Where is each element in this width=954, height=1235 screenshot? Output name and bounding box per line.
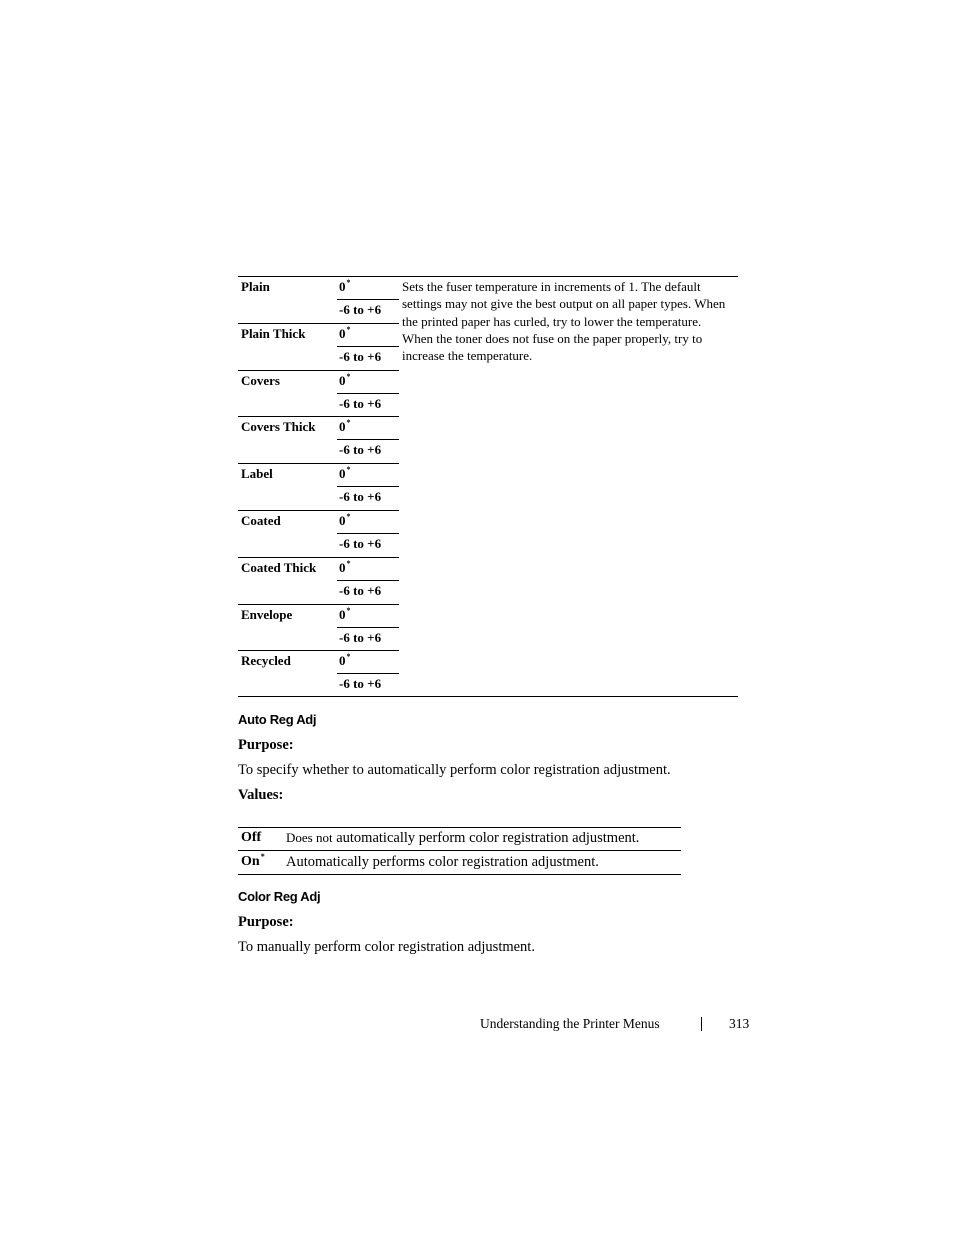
purpose-text: To specify whether to automatically perform color registration adjustment. (238, 762, 671, 778)
value-key-off: Off (241, 830, 262, 845)
table-bottom-rule (238, 696, 738, 697)
default-value-text: 0 (339, 325, 346, 341)
section-heading-color-reg-adj: Color Reg Adj (238, 889, 321, 904)
paper-type-label: Coated Thick (241, 559, 317, 575)
values-label: Values: (238, 787, 284, 803)
default-value (339, 373, 351, 389)
range-value: -6 to +6 (339, 629, 382, 645)
footer-section-title: Understanding the Printer Menus (480, 1016, 660, 1031)
default-value-text: 0 (339, 606, 346, 622)
value-desc-on: Automatically performs color registration adjustment. (286, 854, 599, 870)
default-marker: * (346, 418, 351, 428)
default-marker: * (346, 652, 351, 662)
paper-type-label: Coated (241, 513, 281, 528)
default-value (339, 560, 351, 576)
value-desc-off: Does not automatically perform color registration adjustment. (286, 830, 640, 846)
default-value (339, 279, 351, 295)
paper-type-label: Recycled (241, 653, 291, 669)
range-value: -6 to +6 (339, 302, 382, 317)
page-number: 313 (729, 1016, 750, 1031)
range-value: -6 to +6 (339, 348, 382, 364)
row-group-rule (238, 463, 399, 464)
table-top-rule (238, 827, 681, 828)
section-heading-auto-reg-adj: Auto Reg Adj (238, 712, 317, 727)
range-value: -6 to +6 (339, 442, 382, 458)
value-row-rule (337, 486, 399, 487)
table-row-rule (238, 850, 681, 851)
row-group-rule (238, 557, 399, 558)
table-top-rule (238, 276, 738, 277)
default-marker: * (346, 371, 351, 381)
default-marker: * (346, 605, 351, 615)
default-marker: * (346, 558, 351, 568)
auto-reg-values-table (238, 827, 681, 875)
paper-type-label: Covers (241, 372, 280, 388)
default-value-text: 0 (339, 466, 346, 482)
paper-type-label: Covers Thick (241, 419, 316, 435)
footer-divider (701, 1017, 702, 1031)
fuser-description: Sets the fuser temperature in increments of 1. The default settings may not give the best output on all paper types. When the printed paper has curled, try to lower the temperature. When the toner does not fuse on the paper properly, try to increase the temperature. (402, 279, 726, 364)
purpose-text: To manually perform color registration adjustment. (238, 939, 535, 955)
default-value (339, 653, 351, 669)
row-group-rule (238, 650, 399, 651)
range-value: -6 to +6 (339, 489, 382, 505)
row-group-rule (238, 323, 399, 324)
value-row-rule (337, 533, 399, 534)
default-value-text: 0 (339, 513, 346, 528)
value-row-rule (337, 346, 399, 347)
purpose-label: Purpose: (238, 914, 294, 930)
default-value (339, 513, 351, 529)
value-row-rule (337, 393, 399, 394)
range-value: -6 to +6 (339, 582, 382, 598)
range-value: -6 to +6 (339, 395, 382, 411)
default-value (339, 466, 351, 482)
table-bottom-rule (238, 874, 681, 875)
default-value (339, 419, 351, 435)
purpose-label: Purpose: (238, 737, 294, 753)
value-row-rule (337, 299, 399, 300)
row-group-rule (238, 510, 399, 511)
range-value: -6 to +6 (339, 676, 382, 692)
value-row-rule (337, 627, 399, 628)
default-value (339, 326, 351, 342)
default-value-text: 0 (339, 653, 346, 669)
default-value-text: 0 (339, 372, 346, 388)
value-key-on: On* (241, 852, 265, 869)
value-row-rule (337, 439, 399, 440)
default-value (339, 607, 351, 623)
paper-type-label: Envelope (241, 606, 293, 622)
value-row-rule (337, 580, 399, 581)
range-value: -6 to +6 (339, 536, 382, 551)
default-marker: * (260, 852, 265, 861)
default-marker: * (346, 324, 351, 334)
row-group-rule (238, 604, 399, 605)
value-row-rule (337, 673, 399, 674)
paper-type-label: Label (241, 466, 273, 482)
paper-type-label: Plain Thick (241, 325, 306, 341)
default-value-text: 0 (339, 559, 346, 575)
default-value-text: 0 (339, 419, 346, 435)
default-value-text: 0 (339, 279, 346, 294)
row-group-rule (238, 416, 399, 417)
default-marker: * (346, 278, 351, 287)
row-group-rule (238, 370, 399, 371)
paper-type-label: Plain (241, 279, 270, 294)
default-marker: * (346, 465, 351, 475)
fuser-temperature-table (238, 276, 738, 697)
default-marker: * (346, 512, 351, 521)
